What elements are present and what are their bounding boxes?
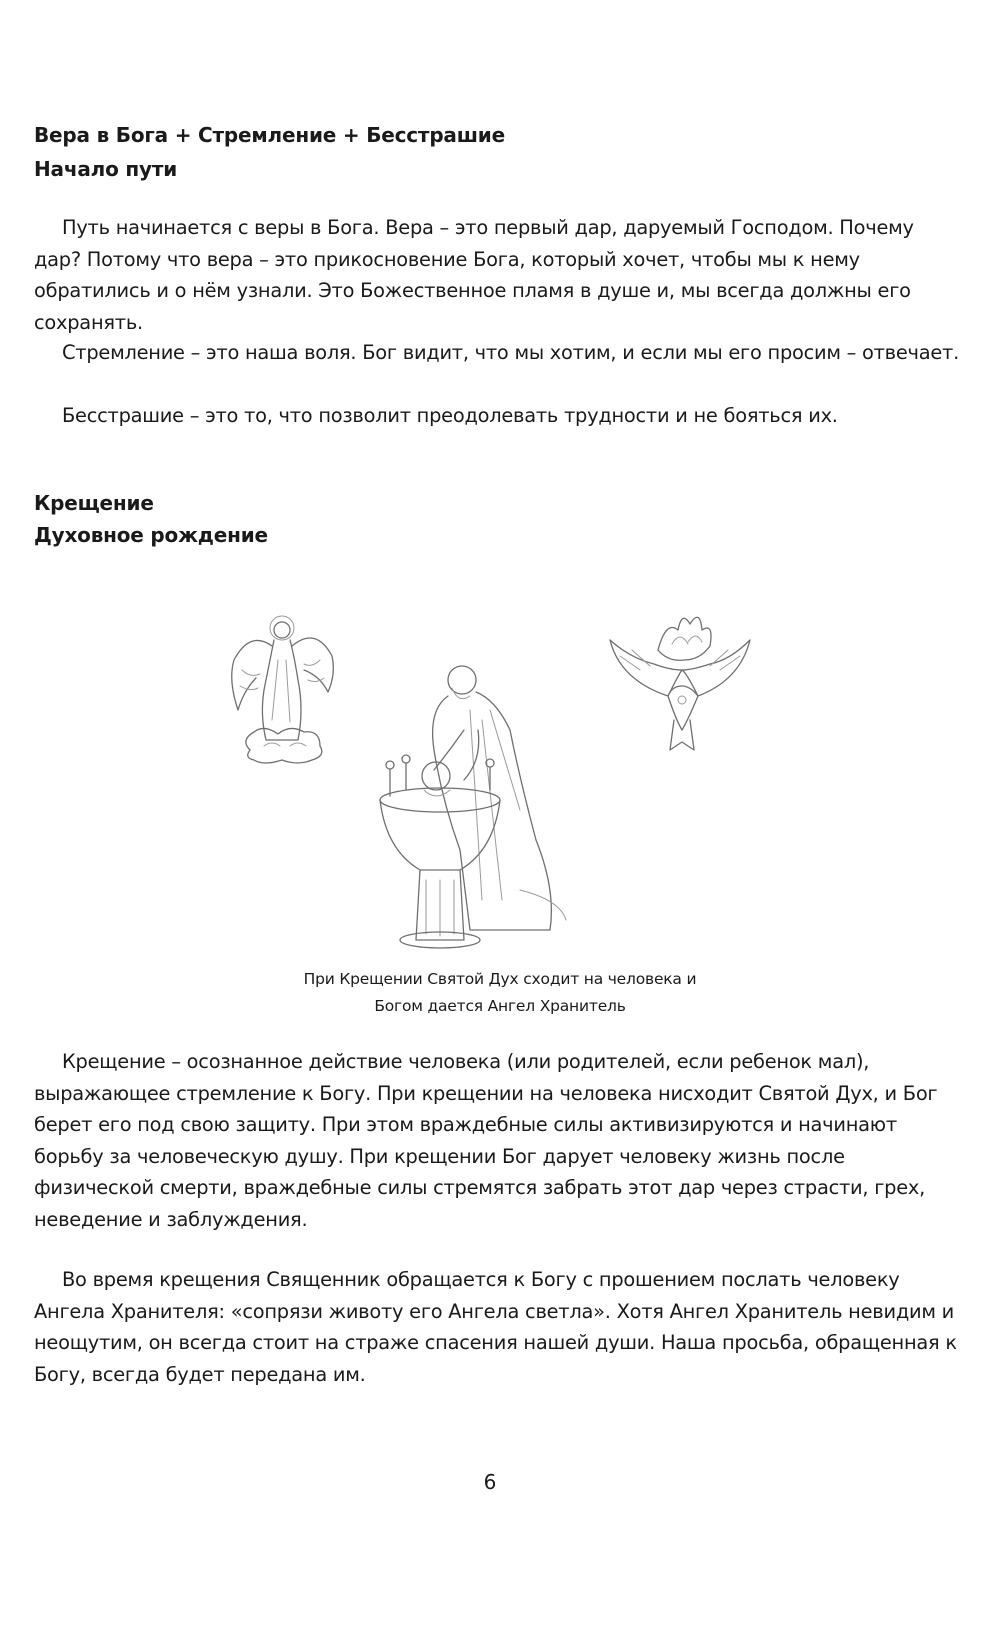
- illustration-caption-line1: При Крещении Святой Дух сходит на человека и: [303, 970, 697, 988]
- paragraph-guardian-angel: Во время крещения Священник обращается к Богу с прошением послать человеку Ангела Хранителя: «сопрязи животу его Ангела светла». Хотя Ангел Хранитель невидим и неощутим, он всегда стоит на страже спасения нашей души. Наша просьба, обращенная к Богу, всегда будет передана им.: [34, 1268, 957, 1386]
- section-title-baptism: Крещение: [34, 491, 154, 515]
- angel-figure: [232, 616, 334, 763]
- holy-spirit-dove-figure: [610, 617, 750, 750]
- illustration-caption-line2: Богом дается Ангел Хранитель: [374, 997, 626, 1015]
- section-subtitle-spiritual-birth: Духовное рождение: [34, 523, 268, 547]
- paragraph-faith: Путь начинается с веры в Бога. Вера – это первый дар, даруемый Господом. Почему дар? Потому что вера – это прикосновение Бога, который хочет, чтобы мы к нему обратились и о нём узнали. Это Божественное пламя в душе и, мы всегда должны его сохранять.: [34, 216, 914, 334]
- baptism-illustration: [220, 600, 780, 970]
- section-title-faith: Вера в Бога + Стремление + Бесстрашие: [34, 123, 505, 147]
- page-number: 6: [483, 1470, 497, 1494]
- paragraph-fearlessness: Бесстрашие – это то, что позволит преодолевать трудности и не бояться их.: [62, 404, 838, 427]
- paragraph-striving: Стремление – это наша воля. Бог видит, что мы хотим, и если мы его просим – отвечает.: [62, 341, 960, 364]
- section-subtitle-beginning: Начало пути: [34, 157, 178, 181]
- priest-baptism-figure: [380, 666, 566, 948]
- paragraph-baptism: Крещение – осознанное действие человека (или родителей, если ребенок мал), выражающее стремление к Богу. При крещении на человека нисходит Святой Дух, и Бог берет его под свою защиту. При этом враждебные силы активизируются и начинают борьбу за человеческую душу. При крещении Бог дарует человеку жизнь после физической смерти, враждебные силы стремятся забрать этот дар через страсти, грех, неведение и заблуждения.: [34, 1050, 938, 1231]
